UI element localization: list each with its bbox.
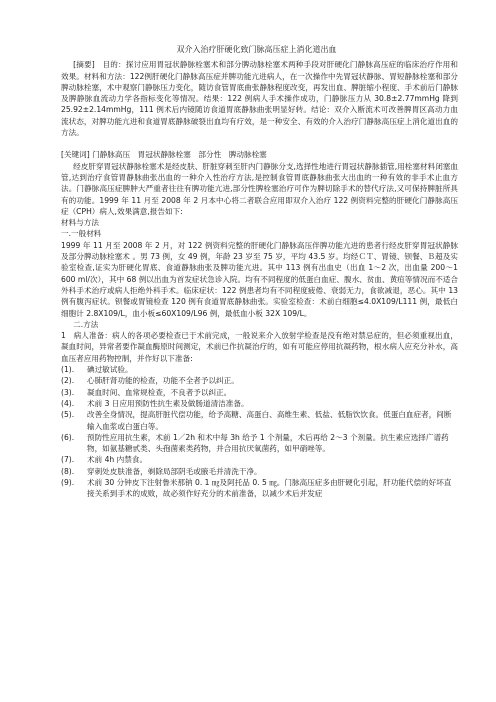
step-text: 术前 3 日应用预防性抗生素及做肠道清洁准备。 [87,398,249,408]
step-text: 碘过敏试验。 [87,365,133,375]
prep-step [61,477,458,500]
keywords-line: [关键词] 门静脉高压 胃冠状静脉栓塞 部分性 脾动脉栓塞 [61,150,267,160]
prep-steps-list [61,364,458,500]
prep-step [61,398,458,409]
step-number: (9). [61,477,75,487]
step-text: 凝血时间、血常规检查，不良者予以纠正。 [87,387,232,397]
step-number: (1). [61,365,75,375]
general-heading: 一.一般材料 [61,229,102,239]
step-text: 术前 4h 内禁食。 [87,455,148,465]
step-number: (2). [61,376,75,386]
step-number: (4). [61,398,75,408]
prep-step [61,375,458,386]
step-number: (7). [61,455,75,465]
prep-step [61,409,458,432]
step-number: (3). [61,387,75,397]
step-number: (5). [61,410,75,420]
method-heading: 二.方法 [73,319,99,329]
method-intro-paragraph: 1 病人准备：病人的各项必要检查已于术前完成，一般说来介入放射学检查是没有绝对禁忌症的，但必须重视出血，凝血时间，异常者要作凝血酶原时间测定，术前已作抗凝治疗的，如有可能应停用抗凝药物，根水病人应充分补水，高血压者应用药物控制，并作好以下准备: [61,331,458,363]
step-text: 预防性应用抗生素，术前 1／2h 和术中每 3h 给予 1 个剂量，术后再给 2～3 个剂量。抗生素应选择广谱药物，如氨基糖甙类、头孢菌素类药物，并合用抗厌氧菌药，如甲硝唑等。 [87,432,449,454]
general-paragraph: 1999 年 11 月至 2008 年 2 月，对 122 例资料完整的肝硬化门静脉高压伴脾功能亢进的患者行经皮肝穿胃冠状静脉及部分脾动脉栓塞术 。男 73 例，女 49 例，年龄 23 岁至 75 岁，平均 43.5 岁。均经ＣＴ、胃镜、钡餐、Ｂ超及实验室检查,证实为肝硬化胃底、食道静脉曲张及脾功能亢进。其中 113 例有出血史（出血 1～2 次，出血量 200～1 600 ml/次），其中 68 例以出血为首发症状急诊入院。均有不同程度的低蛋白血症、腹水、贫血、黄疸等情况而不适合外科手术治疗或病人拒绝外科手术。临床症状：122 例患者均有不同程度疲倦、衰弱无力，食欲减退，恶心。其中 13 例有腹泻症状。钡餐或胃镜检查 120 例有食道胃底静脉曲张。实验室检查：术前白细胞≤4.0X109/L111 例，最低白细胞计 2.8X109/L，血小板≤60X109/L96 例，最低血小板 32X 109/L。 [61,240,458,318]
step-text: 改善全身情况，提高肝脏代偿功能，给予高糖、高蛋白、高维生素、低盐、低脂饮饮食。低蛋白血症者，间断输入血浆或白蛋白等。 [87,410,452,431]
document-title: 双介入治疗肝硬化致门脉高压症上消化道出血 [176,45,337,54]
step-number: (6). [61,432,75,442]
abstract-paragraph: [摘要] 目的：探讨应用胃冠状静脉栓塞术和部分脾动脉栓塞术两种手段对肝硬化门静脉高压症的临床治疗作用和效果。材料和方法：122例肝硬化门静脉高压症并脾功能亢进病人，在一次操作中先胃冠状静脉、胃短静脉栓塞和部分脾动脉栓塞，术中观察门静脉压力变化，随访食管胃底曲张静脉程度改变，再发出血、脾脏缩小程度、手术前后门静脉及脾静脉血流动力学各指标变化等情况。结果：122 例病人手术操作成功，门静脉压力从 30.8±2.77mmHg 降到 25.92±2.14mmHg，111 例术后内镜随访食道胃底静脉曲张明显好转。结论：双介入断流术可改善脾胃区高动力血流状态，对脾功能亢进和食道胃底静脉破裂出血均有疗效，是一种安全、有效的介入治疗门静脉高压症上消化道出血的方法。 [61,60,458,138]
step-text: 穿刺处皮肤准备，剃除局部阴毛或腋毛并清洗干净。 [87,466,262,476]
step-number: (8). [61,466,75,476]
spacer [61,138,458,149]
prep-step [61,387,458,398]
prep-step [61,364,458,375]
step-text: 术前 30 分钟皮下注射鲁米那钠 0. 1 ㎎及阿托品 0. 5 ㎎。门脉高压症多由肝硬化引起，肝功能代偿的好坏直接关系到手术的成败，故必须作好充分的术前准备，以减少术后并发症 [87,477,452,499]
prep-step [61,454,458,465]
prep-step [61,466,458,477]
step-text: 心肺肝肾功能的检查，功能不全者予以纠正。 [87,376,239,386]
materials-heading: 材料与方法 [61,218,99,228]
intro-paragraph: 经皮肝穿胃冠状静脉栓塞术是经皮肤、肝脏穿刺至肝内门静脉分支,选择性地进行胃冠状静脉插管,用栓塞材料闭塞血管,达到治疗食管胃静脉曲张出血的一种介入性治疗方法,是控制食管胃底静脉曲张大出血的一种有效的非手术止血方法。门静脉高压症脾肿大严重者往往有脾功能亢进,部分性脾栓塞治疗可作为脾切除手术的替代疗法,又可保持脾脏所具有的功能。1999 年 11 月至 2008 年 2 月本中心将二者联合应用即双介入治疗 122 例资料完整的肝硬化门静脉高压症（CPH）病人,效果满意,报告如下: [61,161,458,216]
prep-step [61,432,458,455]
